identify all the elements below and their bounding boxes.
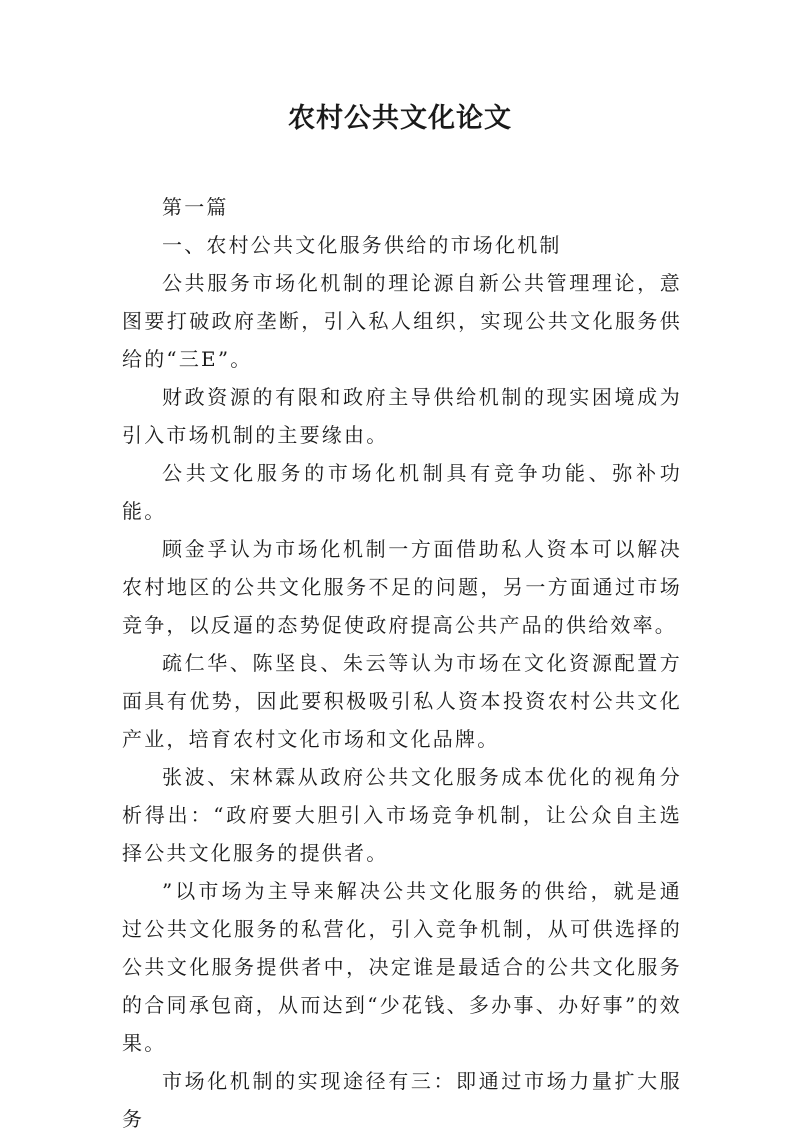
paragraph: ”以市场为主导来解决公共文化服务的供给，就是通过公共文化服务的私营化，引入竞争机制，从可供选择的公共文化服务提供者中，决定谁是最适合的公共文化服务的合同承包商，从而达到“少花钱、多办事、办好事”的效果。 xyxy=(122,879,682,1055)
document-title: 农村公共文化论文 xyxy=(288,103,512,134)
paragraph: 公共文化服务的市场化机制具有竞争功能、弥补功能。 xyxy=(122,461,682,523)
paragraph: 疏仁华、陈坚良、朱云等认为市场在文化资源配置方面具有优势，因此要积极吸引私人资本投资农村公共文化产业，培育农村文化市场和文化品牌。 xyxy=(122,651,682,751)
paragraph: 顾金孚认为市场化机制一方面借助私人资本可以解决农村地区的公共文化服务不足的问题，另一方面通过市场竞争，以反逼的态势促使政府提高公共产品的供给效率。 xyxy=(122,537,682,637)
paragraph: 公共服务市场化机制的理论源自新公共管理理论，意图要打破政府垄断，引入私人组织，实现公共文化服务供给的“三E”。 xyxy=(122,271,682,371)
section-label: 第一篇 xyxy=(162,195,229,219)
section-heading: 一、农村公共文化服务供给的市场化机制 xyxy=(162,233,562,257)
paragraph: 财政资源的有限和政府主导供给机制的现实困境成为引入市场机制的主要缘由。 xyxy=(122,385,682,447)
paragraph: 市场化机制的实现途径有三：即通过市场力量扩大服务 xyxy=(122,1069,682,1131)
document-body xyxy=(122,188,682,1138)
paragraph: 张波、宋林霖从政府公共文化服务成本优化的视角分析得出：“政府要大胆引入市场竞争机制，让公众自主选择公共文化服务的提供者。 xyxy=(122,765,682,865)
